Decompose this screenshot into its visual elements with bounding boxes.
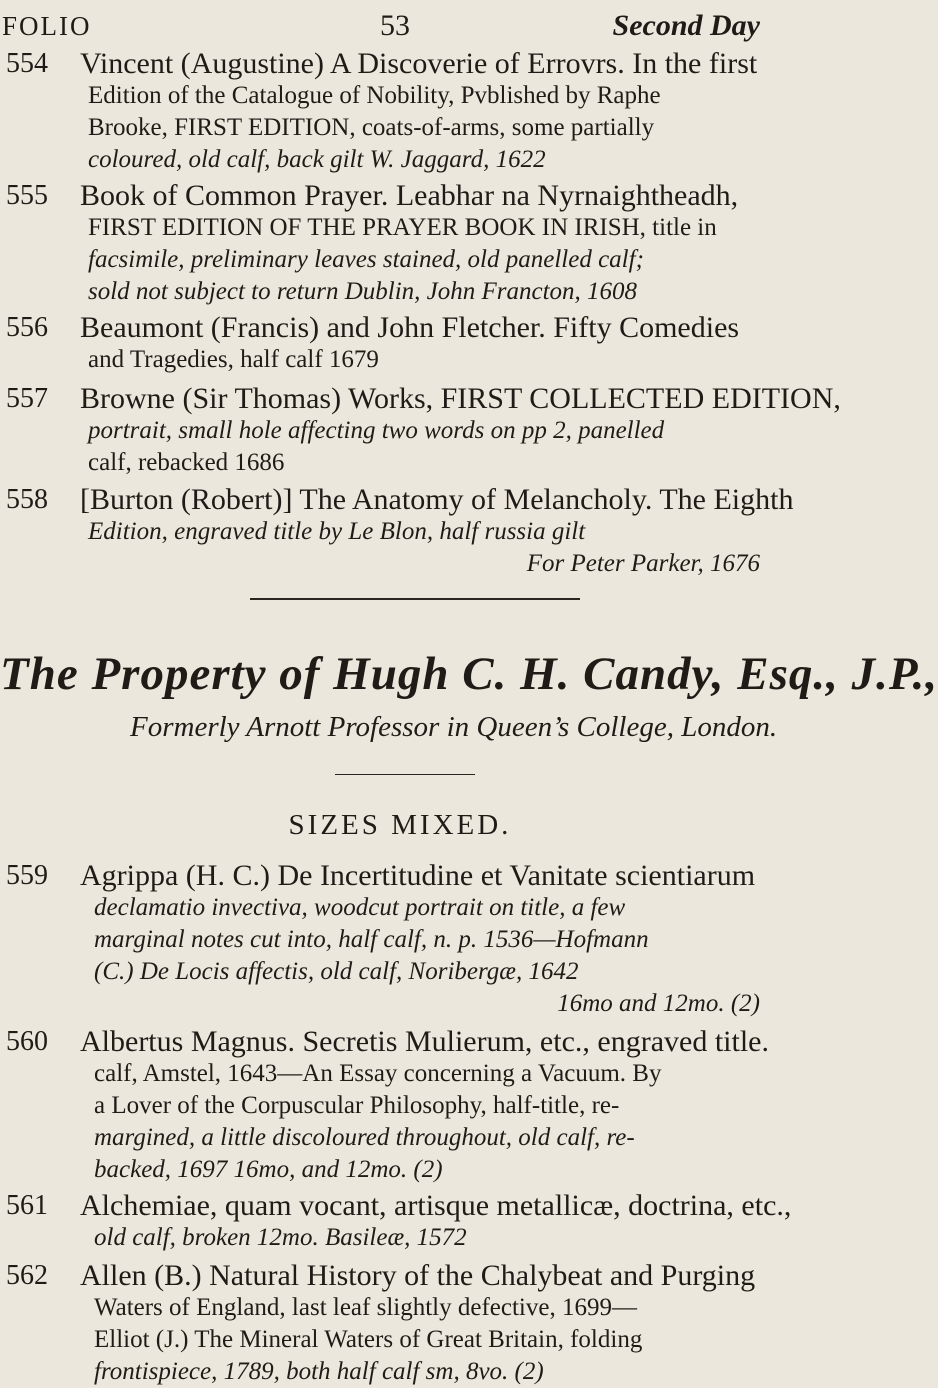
section-rule (250, 598, 580, 600)
lot-description (80, 48, 760, 176)
lot-number: 562 (6, 1260, 48, 1291)
lot-line: [Burton (Robert)] The Anatomy of Melancholy. The Eighth (80, 483, 794, 516)
lot-line: Elliot (J.) The Mineral Waters of Great Britain, folding (94, 1326, 643, 1353)
lot-line: Edition of the Catalogue of Nobility, Pvblished by Raphe (88, 82, 661, 109)
lot-number: 555 (6, 180, 48, 211)
running-head (0, 6, 800, 46)
property-heading: The Property of Hugh C. H. Candy, Esq., J.P., (0, 648, 938, 700)
lot-line: 16mo and 12mo. (2) (557, 990, 760, 1017)
lot-line: frontispiece, 1789, both half calf sm, 8vo. (2) (94, 1358, 544, 1385)
lot-description (80, 180, 760, 308)
lot-description (80, 483, 794, 580)
lot-number: 559 (6, 860, 48, 891)
lot-line: Book of Common Prayer. Leabhar na Nyrnaightheadh, (80, 179, 739, 212)
lot-description (80, 312, 760, 376)
lot-line: calf, rebacked 1686 (88, 449, 285, 476)
lot-line: Agrippa (H. C.) De Incertitudine et Vanitate scientiarum (80, 859, 756, 892)
lot-description (80, 860, 760, 1020)
lot-line: marginal notes cut into, half calf, n. p. 1536—Hofmann (94, 926, 649, 953)
lot-line: and Tragedies, half calf 1679 (88, 346, 379, 373)
property-subheading: Formerly Arnott Professor in Queen’s College, London. (130, 711, 778, 743)
lot-line: portrait, small hole affecting two words on pp 2, panelled (88, 417, 665, 444)
lot-number: 557 (6, 383, 48, 414)
folio-label: FOLIO (2, 11, 92, 41)
lot-line: Vincent (Augustine) A Discoverie of Errovrs. In the first (80, 47, 758, 80)
lot-line: sold not subject to return Dublin, John Francton, 1608 (88, 278, 638, 305)
lot-line: coloured, old calf, back gilt W. Jaggard, 1622 (88, 146, 546, 173)
lot-description (80, 1260, 760, 1388)
day-label: Second Day (612, 9, 760, 42)
lot-line: margined, a little discoloured throughout, old calf, re- (94, 1124, 635, 1151)
lot-number: 560 (6, 1026, 48, 1057)
lot-line: facsimile, preliminary leaves stained, old panelled calf; (88, 246, 644, 273)
lot-line: Albertus Magnus. Secretis Mulierum, etc., engraved title. (80, 1025, 769, 1058)
lot-line: Brooke, FIRST EDITION, coats-of-arms, some partially (88, 114, 655, 141)
lot-line: FIRST EDITION OF THE PRAYER BOOK IN IRISH, title in (88, 214, 717, 241)
lot-line: Edition, engraved title by Le Blon, half russia gilt (88, 518, 586, 545)
lot-line: declamatio invectiva, woodcut portrait on title, a few (94, 894, 626, 921)
short-rule (335, 774, 475, 775)
lot-line: old calf, broken 12mo. Basileæ, 1572 (94, 1224, 467, 1251)
lot-number: 561 (6, 1190, 48, 1221)
lot-line: calf, Amstel, 1643—An Essay concerning a Vacuum. By (94, 1060, 662, 1087)
lot-number: 558 (6, 484, 48, 515)
lot-line: Allen (B.) Natural History of the Chalybeat and Purging (80, 1259, 756, 1292)
lot-line: (C.) De Locis affectis, old calf, Noribergæ, 1642 (94, 958, 579, 985)
page-number: 53 (380, 9, 410, 42)
lot-number: 556 (6, 312, 48, 343)
lot-description (80, 382, 841, 479)
lot-description (80, 1189, 792, 1254)
lot-line: a Lover of the Corpuscular Philosophy, half-title, re- (94, 1092, 620, 1119)
lot-line: Browne (Sir Thomas) Works, FIRST COLLECTED EDITION, (80, 382, 841, 415)
lot-number: 554 (6, 48, 48, 79)
sizes-heading: SIZES MIXED. (288, 809, 512, 841)
lot-line: Waters of England, last leaf slightly defective, 1699— (94, 1294, 637, 1321)
lot-line: Beaumont (Francis) and John Fletcher. Fifty Comedies (80, 311, 740, 344)
lot-line: For Peter Parker, 1676 (526, 550, 760, 577)
lot-line: Alchemiae, quam vocant, artisque metallicæ, doctrina, etc., (80, 1189, 792, 1222)
lot-line: backed, 1697 16mo, and 12mo. (2) (94, 1156, 443, 1183)
lot-description (80, 1025, 769, 1186)
